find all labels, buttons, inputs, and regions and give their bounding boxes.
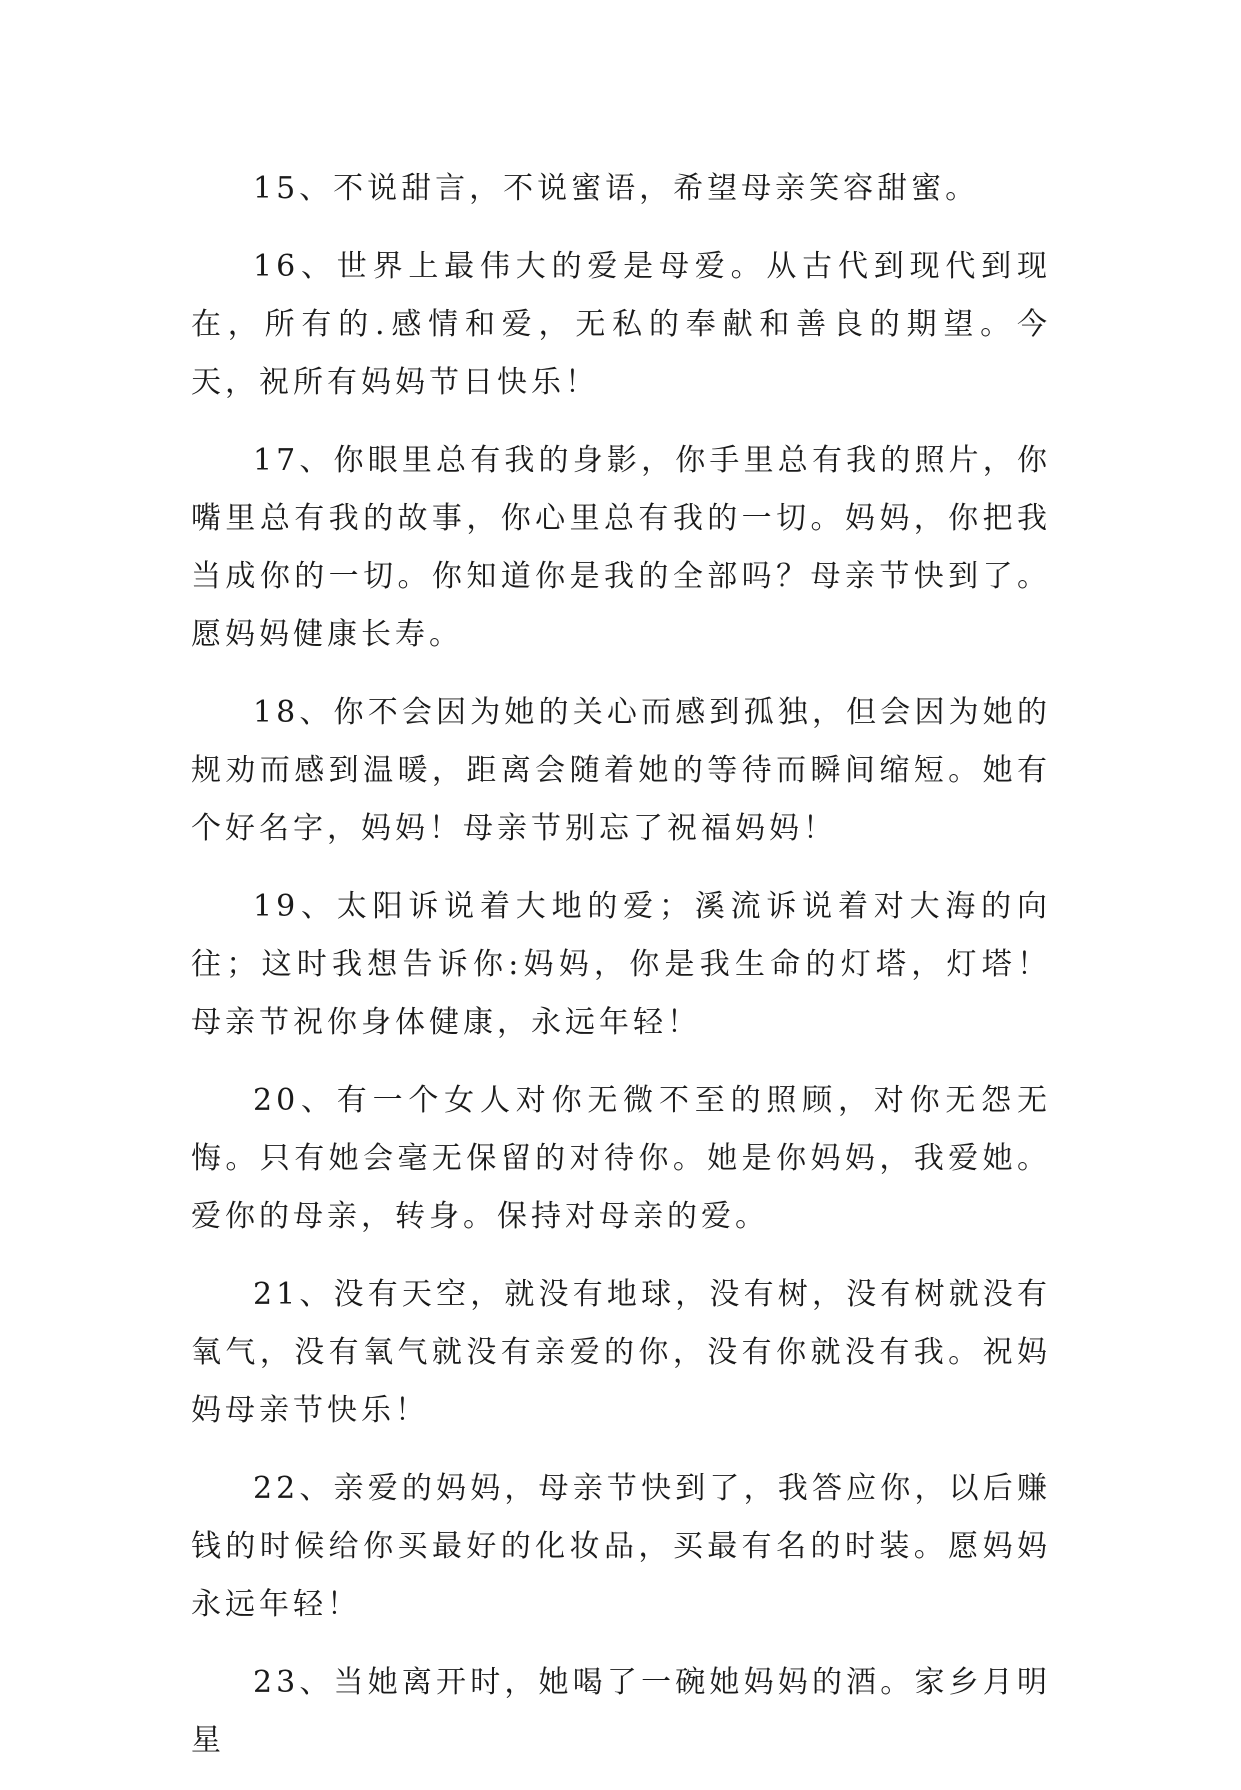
paragraph-16: 16、世界上最伟大的爱是母爱。从古代到现代到现在，所有的.感情和爱，无私的奉献和善良的期望。今天，祝所有妈妈节日快乐！ — [191, 249, 1051, 400]
paragraph-23: 23、当她离开时，她喝了一碗她妈妈的酒。家乡月明星 — [191, 1665, 1051, 1758]
paragraph-22: 22、亲爱的妈妈，母亲节快到了，我答应你，以后赚钱的时候给你买最好的化妆品，买最有名的时装。愿妈妈永远年轻！ — [191, 1471, 1051, 1622]
paragraph-15: 15、不说甜言，不说蜜语，希望母亲笑容甜蜜。 — [253, 171, 980, 206]
document-body — [191, 160, 1051, 1790]
paragraph-21: 21、没有天空，就没有地球，没有树，没有树就没有氧气，没有氧气就没有亲爱的你，没有你就没有我。祝妈妈母亲节快乐！ — [191, 1277, 1051, 1428]
paragraph-20: 20、有一个女人对你无微不至的照顾，对你无怨无悔。只有她会毫无保留的对待你。她是你妈妈，我爱她。爱你的母亲，转身。保持对母亲的爱。 — [191, 1083, 1051, 1234]
paragraph-17: 17、你眼里总有我的身影，你手里总有我的照片，你嘴里总有我的故事，你心里总有我的一切。妈妈，你把我当成你的一切。你知道你是我的全部吗？母亲节快到了。愿妈妈健康长寿。 — [191, 443, 1051, 652]
paragraph-19: 19、太阳诉说着大地的爱；溪流诉说着对大海的向往；这时我想告诉你:妈妈，你是我生命的灯塔，灯塔！母亲节祝你身体健康，永远年轻！ — [191, 889, 1051, 1040]
paragraph-18: 18、你不会因为她的关心而感到孤独，但会因为她的规劝而感到温暖，距离会随着她的等待而瞬间缩短。她有个好名字，妈妈！母亲节别忘了祝福妈妈！ — [191, 695, 1051, 846]
